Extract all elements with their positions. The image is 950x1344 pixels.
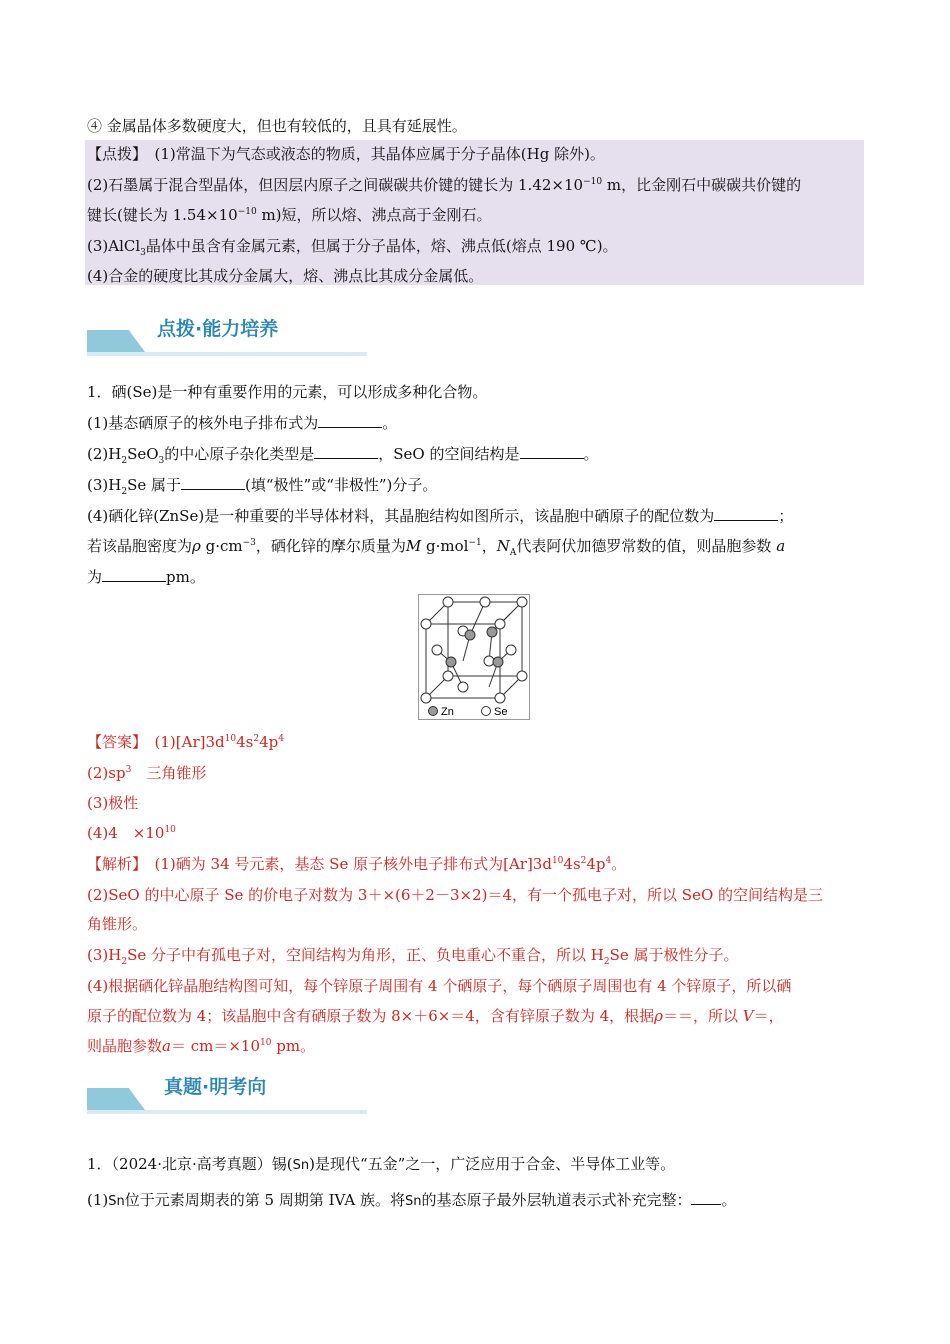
question-stem: 1．硒(Se)是一种有重要作用的元素，可以形成多种化合物。 [87,383,488,401]
tip-line-2: (2)石墨属于混合型晶体，但因层内原子之间碳碳共价键的键长为 $1.42\times 10^{-10}$ m，比金刚石中碳碳共价键的 [87,176,802,194]
banner-tab [87,330,145,352]
answer-line-4: (4)4 $\times 10^{10}$ [87,824,176,842]
section-title: 真题·明考向 [164,1076,267,1098]
question-part-4-end: 为 pm。 [87,568,205,586]
section-title: 点拨·能力培养 [157,318,279,340]
answer-blank [318,413,382,428]
section-banner-real-exam [87,1076,369,1116]
answer-blank [314,444,378,459]
answer-blank [714,506,778,521]
question-part-3: $(3)H_2Se$ 属于 (填“极性”或“非极性”)分子。 [87,476,438,497]
analysis-line-7: 则晶胞参数$a= cm=\times 10^{10}$ pm。 [87,1037,316,1055]
legend-zn-marker [429,707,438,716]
list-item-4: ④ 金属晶体多数硬度大，但也有较低的，且具有延展性。 [87,117,467,135]
answer-line-1: 【答案】 $(1)[Ar]3d^{10}4s^24p^4$ [87,733,284,751]
question-part-4: (4)硒化锌(ZnSe)是一种重要的半导体材料，其晶胞结构如图所示，该晶胞中硒原子的配位数为 ； [87,507,794,525]
tip-line-1 [87,144,605,164]
question-part-1: (1)基态硒原子的核外电子排布式为 。 [87,414,398,432]
analysis-label: 【解析】 [87,855,140,873]
znse-unit-cell-figure [418,594,530,720]
tip-line-4: (3)AlCl$_3$晶体中虽含有金属元素，但属于分子晶体，熔、沸点低(熔点 190 ℃)。 [87,237,618,258]
legend-se-marker [482,707,491,716]
analysis-line-6: 原子的配位数为 4；该晶胞中含有硒原子数为 8×＋6×＝4，含有锌原子数为 4，根据ρ＝＝，所以 V＝， [87,1007,784,1025]
exam-question-part-1: (1)Sn位于元素周期表的第 5 周期第 IVA 族。将Sn的基态原子最外层轨道表示式补充完整： 。 [87,1191,737,1209]
answer-line-2: $(2)sp^3$ 三角锥形 [87,764,207,782]
tip-line-3: 键长(键长为 $1.54\times 10^{-10}$ m)短，所以熔、沸点高于金刚石。 [87,206,492,224]
banner-rule [87,1110,367,1114]
analysis-line-1: 【解析】 (1)硒为 34 号元素，基态 Se 原子核外电子排布式为$[Ar]3d^{10}4s^24p^4$。 [87,855,627,873]
answer-line-3: (3)极性 [87,794,139,812]
answer-label: 【答案】 [87,733,140,751]
legend-se-label: Se [494,706,508,718]
question-part-4-cont: 若该晶胞密度为ρ $g\cdot cm^{-3}$，硒化锌的摩尔质量为M g·mol$^{-1}$，$N_A$代表阿伏加德罗常数的值，则晶胞参数 a [87,537,786,558]
question-part-2: $(2)H_2SeO_3$的中心原子杂化类型是 ，SeO 的空间结构是 。 [87,445,599,466]
tip-text-1: (1)常温下为气态或液态的物质，其晶体应属于分子晶体(Hg 除外)。 [154,145,605,163]
banner-rule [87,352,367,356]
legend-zn-label: Zn [441,706,454,718]
tip-label: 【点拨】 [87,145,140,163]
analysis-line-3: 角锥形。 [87,915,148,933]
answer-blank [102,567,166,582]
exam-question-stem: 1．（2024·北京·高考真题）锡(Sn)是现代“五金”之一，广泛应用于合金、半导体工业等。 [87,1155,676,1173]
answer-blank [520,444,584,459]
section-banner-ability [87,318,369,358]
analysis-line-5: (4)根据硒化锌晶胞结构图可知，每个锌原子周围有 4 个硒原子，每个硒原子周围也有 4 个锌原子，所以硒 [87,977,792,995]
answer-blank [691,1190,721,1205]
banner-tab [87,1088,145,1110]
analysis-line-4: $(3)H_2Se$ 分子中有孤电子对，空间结构为角形，正、负电重心不重合，所以 $H_2Se$ 属于极性分子。 [87,946,739,967]
tip-line-5: (4)合金的硬度比其成分金属大，熔、沸点比其成分金属低。 [87,267,484,285]
answer-blank [181,475,245,490]
analysis-line-2: (2)SeO 的中心原子 Se 的价电子对数为 3＋×(6＋2－3×2)＝4，有一个孤电子对，所以 SeO 的空间结构是三 [87,886,824,904]
